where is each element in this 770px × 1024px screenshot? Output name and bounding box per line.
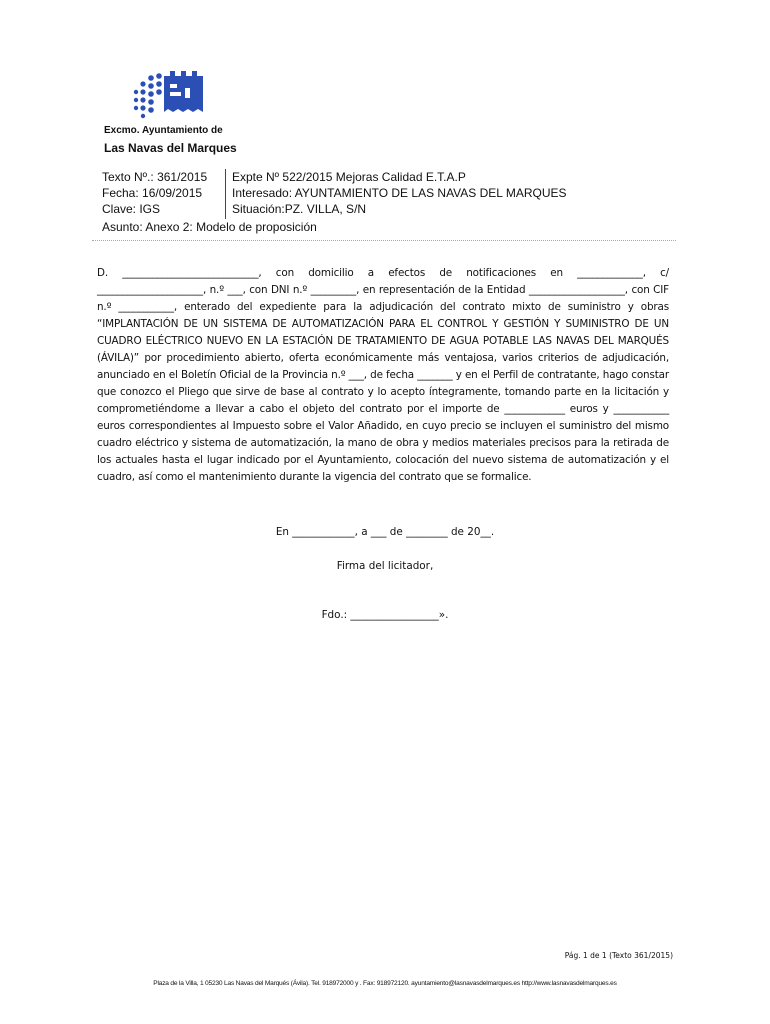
record-texto: Texto Nº.: 361/2015: [102, 170, 208, 184]
record-reference-block: [102, 169, 207, 217]
signature-label: Firma del licitador,: [336, 560, 434, 572]
record-expte: Expte Nº 522/2015 Mejoras Calidad E.T.A.P: [232, 170, 466, 184]
header-divider: [92, 240, 676, 241]
record-interesado: Interesado: AYUNTAMIENTO DE LAS NAVAS DEL MARQUES: [232, 186, 567, 200]
place-date-line: En ____________, a ___ de ________ de 20__.: [275, 526, 495, 538]
organization-name: Las Navas del Marques: [104, 141, 237, 155]
record-asunto: Asunto: Anexo 2: Modelo de proposición: [102, 220, 317, 234]
meta-divider: [225, 169, 226, 219]
page-number: Pág. 1 de 1 (Texto 361/2015): [564, 951, 673, 960]
record-fecha: Fecha: 16/09/2015: [102, 186, 203, 200]
record-detail-block: [232, 169, 567, 217]
municipal-logo: [130, 70, 210, 122]
footer-address: Plaza de la Villa, 1 05230 Las Navas del Marqués (Ávila). Tel. 918972000 y . Fax: 918972120. ayuntamiento@lasnavasdelmarques.es http://www.lasnavasdelmarques.es: [153, 980, 617, 987]
record-clave: Clave: IGS: [102, 202, 161, 216]
proposal-paragraph: D. ___________________________, con domicilio a efectos de notificaciones en _____________, c/ _____________________, n.º ___, con DNI n.º _________, en representación de la Entidad ___________________, con CIF n.º ___________, enterado del expediente para la adjudicación del contrato mixto de suministro y obras “IMPLANTACIÓN DE UN SISTEMA DE AUTOMATIZACIÓN PARA EL CONTROL Y GESTIÓN Y SUMINISTRO DE UN CUADRO ELÉCTRICO NUEVO EN LA ESTACIÓN DE TRATAMIENTO DE AGUA POTABLE LAS NAVAS DEL MARQUÉS (ÁVILA)” por procedimiento abierto, oferta económicamente más ventajosa, varios criterios de adjudicación, anunciado en el Boletín Oficial de la Provincia n.º ___, de fecha _______ y en el Perfil de contratante, hago constar que conozco el Pliego que sirve de base al contrato y lo acepto íntegramente, tomando parte en la licitación y comprometiéndome a llevar a cabo el objeto del contrato por el importe de ____________ euros y ___________ euros correspondientes al Impuesto sobre el Valor Añadido, en cuyo precio se incluyen el suministro del mismo cuadro eléctrico y sistema de automatización, la mano de obra y medios materiales precisos para la retirada de los actuales hasta el lugar indicado por el Ayuntamiento, colocación del nuevo sistema de automatización y el cuadro, así como el mantenimiento durante la vigencia del contrato que se formalice.: [97, 267, 669, 483]
signed-by-line: Fdo.: _________________».: [321, 609, 449, 621]
record-situacion: Situación:PZ. VILLA, S/N: [232, 202, 367, 216]
organization-line-1: Excmo. Ayuntamiento de: [104, 125, 223, 136]
